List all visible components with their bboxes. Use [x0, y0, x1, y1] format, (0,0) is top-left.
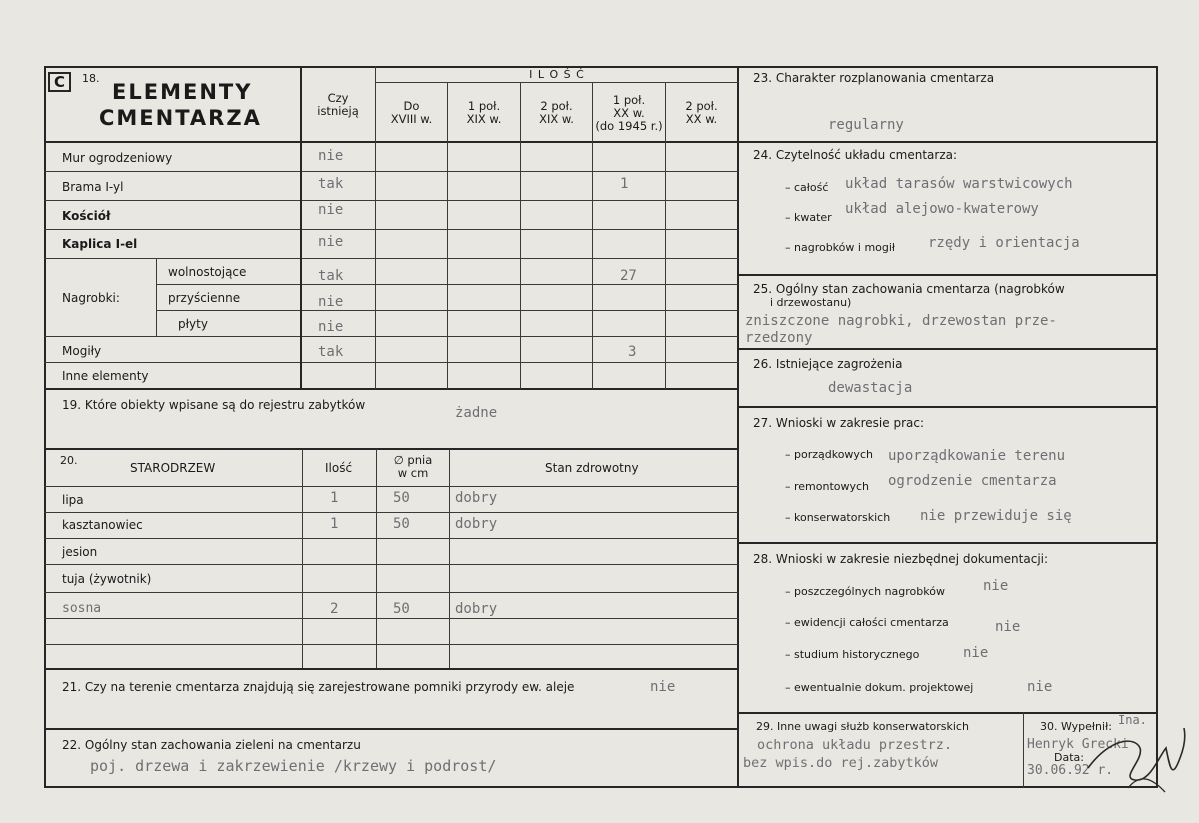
q19-value: żadne	[455, 405, 498, 421]
inne-label: Inne elementy	[62, 369, 149, 383]
header-line: Czy	[327, 91, 349, 105]
row-line	[44, 728, 738, 730]
q23-value: regularny	[828, 117, 904, 133]
q30-name-suffix: Ina.	[1118, 713, 1147, 727]
q28-studium-label: – studium historycznego	[785, 648, 920, 661]
header-period-5	[666, 100, 737, 126]
q27-label: 27. Wnioski w zakresie prac:	[753, 416, 925, 430]
section-letter-box: C	[48, 72, 71, 92]
q27-porzadkowych-label: – porządkowych	[785, 448, 873, 461]
row-line	[44, 644, 738, 645]
q20-title: STARODRZEW	[130, 461, 216, 475]
row-line	[738, 348, 1158, 350]
row-line	[738, 542, 1158, 544]
plyty-label: płyty	[178, 317, 208, 331]
q24-kwater-value: układ alejowo-kwaterowy	[845, 201, 1039, 217]
tree-name: jesion	[62, 545, 98, 559]
q23-label: 23. Charakter rozplanowania cmentarza	[753, 71, 995, 85]
row-line	[738, 274, 1158, 276]
signature-scribble	[1080, 718, 1192, 798]
tree-count: 2	[330, 601, 339, 617]
brama-count: 1	[620, 176, 629, 192]
header-line: 1 poł.	[467, 99, 501, 113]
header-line: w cm	[397, 466, 429, 480]
frame-left	[44, 66, 46, 788]
tree-health: dobry	[455, 516, 498, 532]
tree-name: tuja (żywotnik)	[62, 572, 152, 586]
header-line: istnieją	[317, 104, 359, 118]
section-number: 18.	[82, 72, 100, 85]
row-line	[44, 592, 738, 593]
wolnostojace-exists: tak	[318, 268, 344, 284]
tree-diameter: 50	[393, 516, 410, 532]
q24-label: 24. Czytelność układu cmentarza:	[753, 148, 958, 162]
q26-label: 26. Istniejące zagrożenia	[753, 357, 903, 371]
q28-poszczegolnych-label: – poszczególnych nagrobków	[785, 585, 945, 598]
q30-date: 30.06.92 r.	[1027, 763, 1114, 778]
q22-value: poj. drzewa i zakrzewienie /krzewy i podrost/	[90, 757, 497, 775]
row-line	[44, 512, 738, 513]
header-ilosc: I L O Ś Ć	[529, 68, 585, 81]
col-line	[376, 449, 377, 668]
frame-middle	[737, 66, 739, 788]
q28-projektowej-label: – ewentualnie dokum. projektowej	[785, 681, 974, 694]
row-line	[44, 336, 738, 337]
q26-value: dewastacja	[828, 380, 913, 396]
q20-number: 20.	[60, 454, 78, 467]
row-line	[44, 200, 738, 201]
col-line	[156, 258, 157, 336]
q27-konserwatorskich-label: – konserwatorskich	[785, 511, 891, 524]
col-line	[449, 449, 450, 668]
header-czy-istnieja	[301, 92, 375, 118]
header-line: XX w.	[613, 106, 645, 120]
q27-konserwatorskich-value: nie przewiduje się	[920, 508, 1072, 524]
tree-diameter: 50	[393, 490, 410, 506]
col-line	[665, 82, 666, 389]
row-line	[44, 141, 738, 143]
nagrobki-label: Nagrobki:	[62, 291, 120, 305]
kaplica-exists: nie	[318, 234, 344, 250]
row-line	[44, 486, 738, 487]
tree-count: 1	[330, 516, 339, 532]
q28-ewidencji-label: – ewidencji całości cmentarza	[785, 616, 949, 629]
wolnostojace-label: wolnostojące	[168, 265, 247, 279]
col-line	[447, 82, 448, 389]
header-line: XIX w.	[539, 112, 574, 126]
q28-label: 28. Wnioski w zakresie niezbędnej dokumentacji:	[753, 552, 1049, 566]
q21-value: nie	[650, 679, 676, 695]
mur-label: Mur ogrodzeniowy	[62, 151, 173, 165]
row-line	[44, 388, 738, 390]
brama-label: Brama I-yl	[62, 180, 124, 194]
q19-label: 19. Które obiekty wpisane są do rejestru zabytków	[62, 398, 366, 412]
col-line	[302, 449, 303, 668]
tree-health: dobry	[455, 601, 498, 617]
wolnostojace-count: 27	[620, 268, 637, 284]
q29-value-2: bez wpis.do rej.zabytków	[743, 755, 939, 771]
tree-diameter: 50	[393, 601, 410, 617]
q21-label: 21. Czy na terenie cmentarza znajdują się zarejestrowane pomniki przyrody ew. aleje	[62, 680, 575, 694]
q27-remontowych-label: – remontowych	[785, 480, 870, 493]
plyty-exists: nie	[318, 319, 344, 335]
q20-pnia-header	[377, 454, 449, 480]
header-line: (do 1945 r.)	[595, 119, 663, 133]
header-period-2	[448, 100, 520, 126]
mogily-count: 3	[628, 344, 637, 360]
title-line2: CMENTARZA	[99, 106, 262, 130]
tree-name: lipa	[62, 493, 84, 507]
kosciol-exists: nie	[318, 202, 344, 218]
q30-date-label: Data:	[1054, 751, 1084, 764]
header-period-4	[593, 94, 665, 133]
przyscienne-label: przyścienne	[168, 291, 241, 305]
q25-label-1: 25. Ogólny stan zachowania cmentarza (nagrobków	[753, 282, 1065, 296]
tree-count: 1	[330, 490, 339, 506]
tree-name: sosna	[62, 601, 102, 616]
kaplica-label: Kaplica I-el	[62, 237, 138, 251]
q24-calosc-label: – całość	[785, 181, 829, 194]
header-line: XX w.	[685, 112, 718, 126]
mur-exists: nie	[318, 148, 344, 164]
q25-value-2: rzedzony	[745, 330, 813, 346]
mogily-label: Mogiły	[62, 344, 102, 358]
row-line	[738, 712, 1158, 714]
q29-label: 29. Inne uwagi służb konserwatorskich	[756, 720, 969, 733]
row-line	[44, 171, 738, 172]
q28-poszczegolnych-value: nie	[983, 578, 1009, 594]
tree-health: dobry	[455, 490, 498, 506]
tree-name: kasztanowiec	[62, 518, 143, 532]
mogily-exists: tak	[318, 344, 344, 360]
header-period-3	[521, 100, 592, 126]
header-line: 1 poł.	[612, 93, 646, 107]
header-line: XVIII w.	[390, 112, 433, 126]
row-line	[44, 618, 738, 619]
row-line	[44, 538, 738, 539]
row-line	[44, 564, 738, 565]
q28-ewidencji-value: nie	[995, 619, 1021, 635]
q24-nagrobkow-value: rzędy i orientacja	[928, 235, 1080, 251]
header-line: 2 poł.	[685, 99, 718, 113]
q20-stan-header: Stan zdrowotny	[545, 461, 639, 475]
q25-label-2: i drzewostanu)	[770, 296, 852, 309]
q20-ilosc-header: Ilość	[325, 461, 353, 475]
q24-nagrobkow-label: – nagrobków i mogił	[785, 241, 896, 254]
q30-name: Henryk Grecki	[1027, 737, 1129, 752]
q27-porzadkowych-value: uporządkowanie terenu	[888, 448, 1066, 464]
header-line: XIX w.	[466, 112, 502, 126]
row-line	[44, 668, 738, 670]
row-line	[738, 406, 1158, 408]
q25-value-1: zniszczone nagrobki, drzewostan prze-	[745, 313, 1057, 329]
title-line1: ELEMENTY	[112, 80, 253, 104]
header-line: Do	[403, 99, 420, 113]
kosciol-label: Kościół	[62, 209, 111, 223]
header-period-1	[376, 100, 447, 126]
row-line	[44, 229, 738, 230]
frame-right	[1156, 66, 1158, 788]
col-line	[520, 82, 521, 389]
row-line	[44, 258, 738, 259]
frame-bottom	[44, 786, 1158, 788]
q29-value-1: ochrona układu przestrz.	[757, 737, 953, 753]
row-line	[44, 362, 738, 363]
q30-label: 30. Wypełnił:	[1040, 720, 1112, 733]
ilosc-line	[375, 82, 738, 83]
q24-kwater-label: – kwater	[785, 211, 832, 224]
row-line	[44, 448, 738, 450]
header-line: ∅ pnia	[393, 453, 433, 467]
header-line: 2 poł.	[540, 99, 573, 113]
q24-calosc-value: układ tarasów warstwicowych	[845, 176, 1073, 192]
col-line	[1023, 712, 1024, 788]
przyscienne-exists: nie	[318, 294, 344, 310]
q28-studium-value: nie	[963, 645, 989, 661]
brama-exists: tak	[318, 176, 344, 192]
q28-projektowej-value: nie	[1027, 679, 1053, 695]
q27-remontowych-value: ogrodzenie cmentarza	[888, 473, 1057, 489]
q22-label: 22. Ogólny stan zachowania zieleni na cmentarzu	[62, 738, 361, 752]
row-line	[738, 141, 1158, 143]
